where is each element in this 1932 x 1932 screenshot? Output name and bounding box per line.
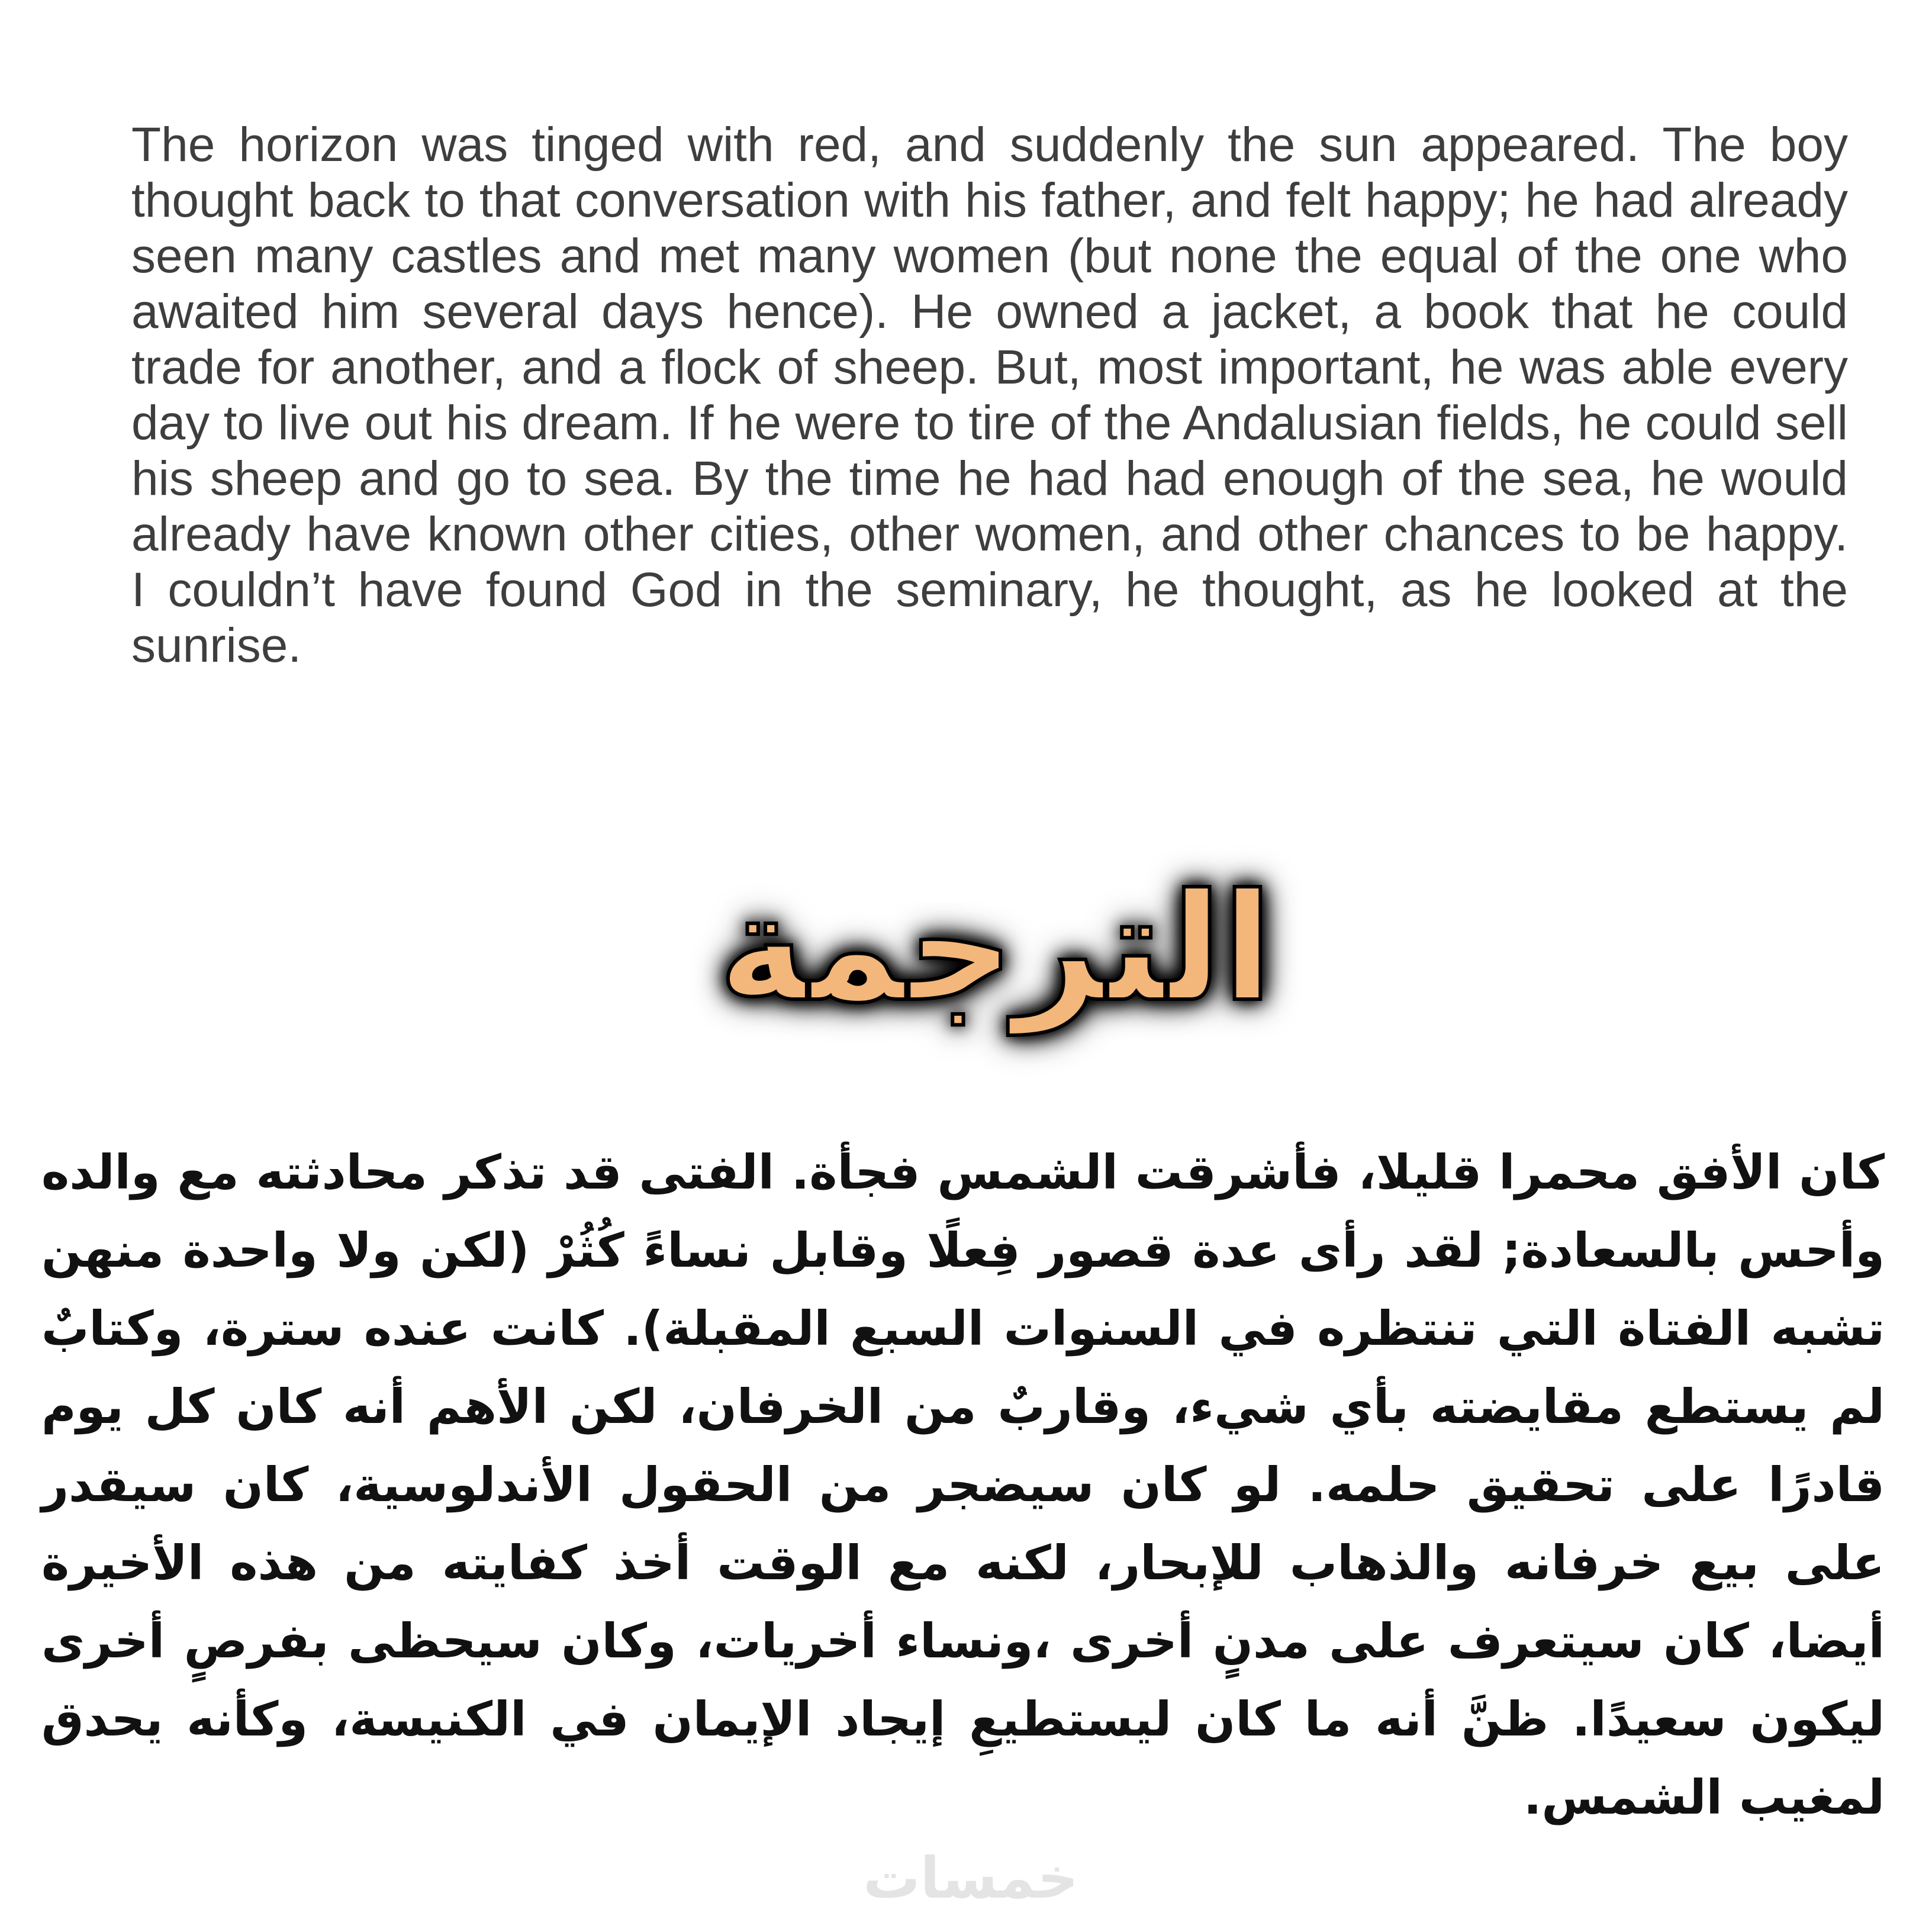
english-paragraph: The horizon was tinged with red, and suddenly the sun appeared. The boy thought back to that conversation with his father, and felt happy; he had already seen many castles and met many women (but none the equal of the one who awaited him several days hence). He owned a jacket, a book that he could trade for another, and a flock of sheep. But, most important, he was able every day to live out his dream. If he were to tire of the Andalusian fields, he could sell his sheep and go to sea. By the time he had had enough of the sea, he would already have known other cities, other women, and other chances to be happy. I couldn’t have found God in the seminary, he thought, as he looked at the sunrise. [131,118,1848,672]
watermark-logo: خمسات [863,1845,1078,1911]
translation-heading: الترجمة [718,862,1273,1034]
translation-heading-box [718,848,1273,1049]
arabic-paragraph: كان الأفق محمرا قليلا، فأشرقت الشمس فجأة. الفتى قد تذكر محادثته مع والده وأحس بالسعادة; لقد رأى عدة قصور فِعلًا وقابل نساءً كُثُرْ (لكن ولا واحدة منهن تشبه الفتاة التي تنتظره في السنوات السبع المقبلة). كانت عنده سترة، وكتابٌ لم يستطع مقايضته بأي شيء، وقاربٌ من الخرفان، لكن الأهم أنه كان كل يوم قادرًا على تحقيق حلمه. لو كان سيضجر من الحقول الأندلوسية، كان سيقدر على بيع خرفانه والذهاب للإبحار، لكنه مع الوقت أخذ كفايته من هذه الأخيرة أيضا، كان سيتعرف على مدنٍ أخرى ،ونساء أخريات، وكان سيحظى بفرصٍ أخرى ليكون سعيدًا. ظنَّ أنه ما كان ليستطيعِ إيجاد الإيمان في الكنيسة، وكأنه يحدق لمغيب الشمس. [41,1145,1885,1825]
